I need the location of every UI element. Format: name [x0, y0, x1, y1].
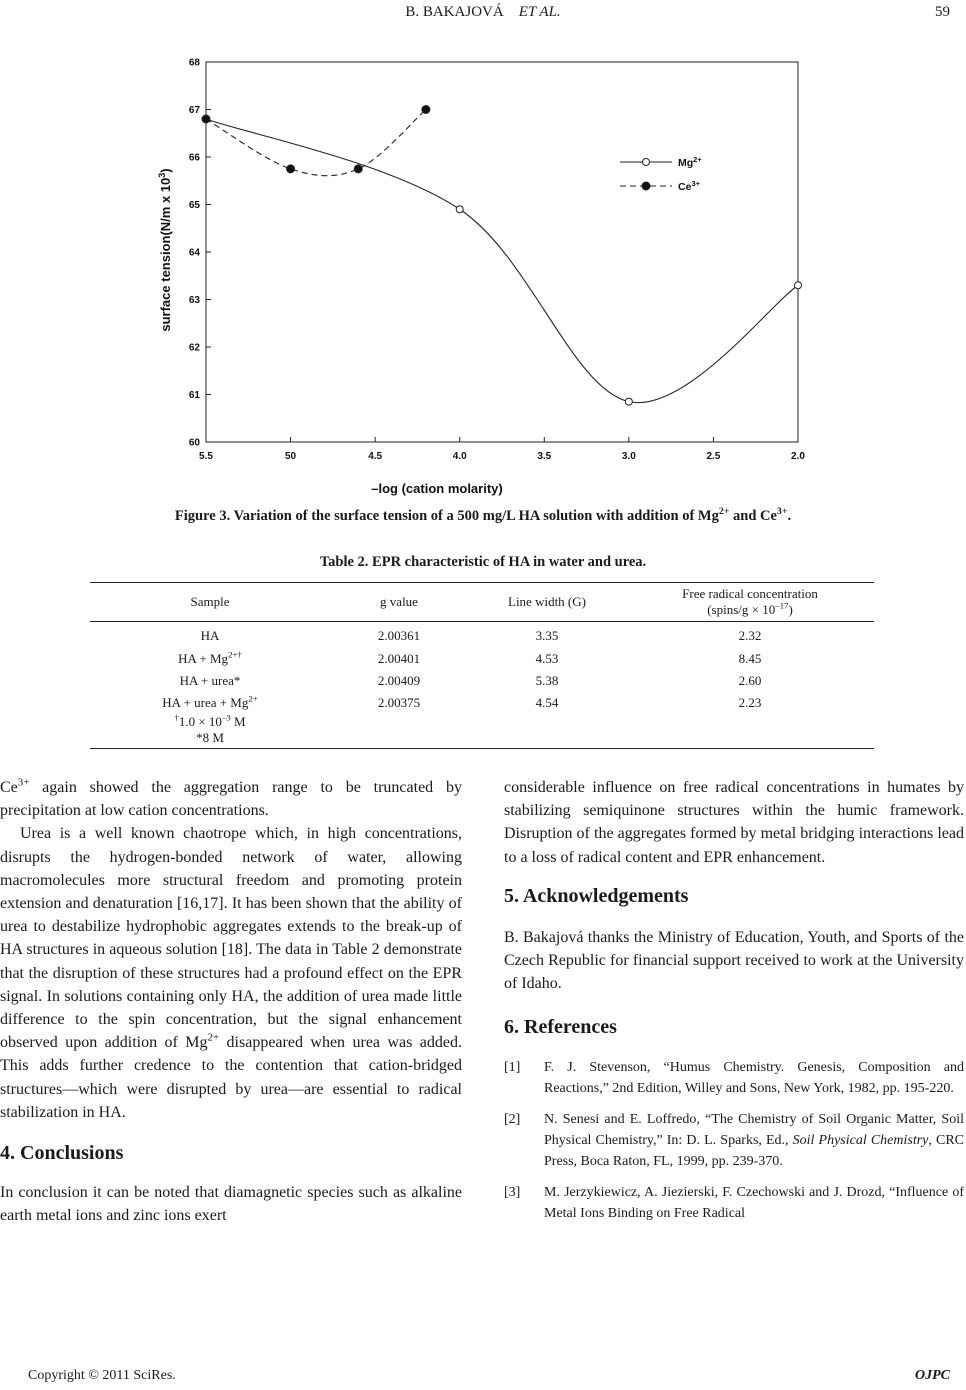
data-point [795, 282, 802, 289]
table-row [90, 670, 874, 692]
x-tick-label: 2.0 [791, 451, 805, 462]
cell-g: 2.00409 [377, 672, 421, 688]
chart-axes [189, 58, 806, 463]
header-g-value: g value [330, 583, 468, 622]
paragraph: B. Bakajová thanks the Ministry of Education, Youth, and Sports of the Czech Republic for financial support received to work at the University of Idaho. [504, 929, 964, 993]
header-line-width: Line width (G) [468, 583, 626, 622]
y-tick-label: 66 [188, 152, 200, 164]
series-line-ce [206, 110, 426, 176]
cell-lw: 5.38 [535, 672, 559, 688]
section-heading-references: 6. References [504, 1015, 617, 1038]
header-et-al: ET AL. [518, 4, 561, 20]
data-point [422, 106, 430, 114]
right-column [504, 776, 964, 1234]
reference-item: [2] N. Senesi and E. Loffredo, “The Chemistry of Soil Organic Matter, Soil Physical Chemistry,” In: D. L. Sparks, Ed., Soil Physical Chemistry, CRC Press, Boca Raton, FL, 1999, pp. 239-370. [504, 1111, 965, 1169]
paragraph: $Ce^{3+}$ again showed the aggregation range to be truncated by precipitation at low cation concentrations. [0, 776, 462, 820]
paragraph: Urea is a well known chaotrope which, in high concentrations, disrupts the hydrogen-bonded network of water, allowing macromolecules more structural freedom and promoting protein extension and denaturation [16,17]. It has been shown that the ability of urea to destabilize hydrophobic aggregates extends to the break-up of HA structures in aqueous solution [18]. The data in Table 2 demonstrate that the disruption of these structures had a profound effect on the EPR signal. In solutions containing only HA, the addition of urea made little difference to the spin concentration, but the signal enhancement observed upon addition of $Mg^{2+}$ disappeared when urea was added. This adds further credence to the contention that cation-bridged structures―which were disrupted by urea―are essential to radical stabilization in HA. [0, 825, 463, 1121]
cell-lw: 3.35 [535, 628, 559, 644]
reference-item: [1] F. J. Stevenson, “Humus Chemistry. Genesis, Composition and Reactions,” 2nd Edition, Willey and Sons, New York, 1982, pp. 195-220. [504, 1059, 964, 1096]
table-note-row [90, 730, 874, 749]
x-tick-label: 50 [285, 451, 297, 462]
left-column [0, 776, 462, 1228]
cell-sample: HA + $Mg^{2+\dagger}$ [178, 649, 242, 666]
footer-journal: OJPC [915, 1368, 950, 1383]
data-point [287, 165, 295, 173]
x-tick-label: 4.0 [452, 451, 467, 462]
x-tick-label: 3.0 [621, 451, 636, 462]
y-tick-label: 60 [188, 437, 200, 449]
surface-tension-chart [150, 50, 840, 510]
data-point [202, 115, 210, 123]
data-point [625, 398, 632, 405]
running-header [0, 4, 966, 21]
page-number: 59 [935, 4, 950, 20]
cell-lw: 4.53 [535, 650, 559, 666]
epr-table [90, 582, 874, 749]
legend-label: $Ce^{3+}$ [678, 179, 700, 193]
paragraph: In conclusion it can be noted that diamagnetic species such as alkaline earth metal ions and zinc ions exert [0, 1184, 462, 1225]
figure-caption: Figure 3. Variation of the surface tension of a 500 mg/L HA solution with addition of $Mg^{2+}$ and $Ce^{3+}$. [174, 506, 792, 524]
header-authors: B. BAKAJOVÁ [405, 4, 504, 20]
table-row [90, 622, 874, 648]
header-free-radical: Free radical concentration (spins/g × $10^{-17}$) [626, 583, 874, 622]
y-tick-label: 67 [188, 105, 200, 116]
y-axis-label: surface tension(N/m x $10^3$) [157, 168, 173, 332]
data-point [354, 165, 362, 173]
y-tick-label: 63 [188, 295, 200, 306]
y-tick-label: 61 [188, 390, 200, 401]
header-sample: Sample [90, 583, 330, 622]
cell-frc: 2.23 [738, 694, 762, 710]
cell-frc: 8.45 [738, 650, 762, 666]
legend-label: $Mg^{2+}$ [678, 155, 702, 169]
y-axis-label-sup: 3 [157, 172, 167, 178]
y-tick-label: 62 [188, 342, 200, 354]
x-tick-label: 3.5 [537, 451, 552, 462]
legend-marker [642, 182, 650, 190]
table-caption: Table 2. EPR characteristic of HA in water and urea. [319, 554, 647, 570]
y-tick-label: 64 [188, 247, 200, 259]
reference-list [504, 1057, 964, 1224]
cell-lw: 4.54 [535, 694, 559, 710]
table-note-row [90, 714, 874, 730]
x-tick-label: 4.5 [368, 451, 383, 462]
cell-frc: 2.60 [738, 672, 762, 688]
cell-g: 2.00375 [377, 694, 421, 710]
paragraph: considerable influence on free radical concentrations in humates by stabilizing semiquinone structures within the humic framework. Disruption of the aggregates formed by metal bridging interactions lead to a loss of radical content and EPR enhancement. [504, 779, 964, 866]
cell-frc: 2.32 [738, 628, 762, 644]
table-row [90, 648, 874, 670]
footer-copyright: Copyright © 2011 SciRes. [28, 1368, 176, 1383]
table-header-row [90, 583, 874, 622]
legend-marker [643, 159, 650, 166]
reference-item: [3] M. Jerzykiewicz, A. Jiezierski, F. Czechowski and J. Drozd, “Influence of Metal Ions Binding on Free Radical [504, 1184, 964, 1221]
chart-series [202, 106, 802, 406]
section-heading-conclusions: 4. Conclusions [0, 1142, 124, 1165]
x-tick-label: 2.5 [706, 451, 721, 462]
cell-g: 2.00361 [377, 628, 421, 644]
series-line-mg [206, 119, 798, 403]
table-note-2: *8 M [90, 730, 330, 749]
x-tick-label: 5.5 [199, 451, 213, 462]
cell-g: 2.00401 [377, 650, 421, 666]
section-heading-acknowledgements: 5. Acknowledgements [504, 884, 689, 907]
plot-frame [206, 62, 798, 442]
data-point [456, 206, 463, 213]
y-tick-label: 68 [188, 57, 200, 69]
cell-sample: HA + urea + $Mg^{2+}$ [162, 693, 258, 710]
y-tick-label: 65 [188, 200, 200, 211]
table-note-1: $^\dagger 1.0 \times 10^{-3}$ M [174, 712, 246, 729]
table-row [90, 692, 874, 714]
chart-legend [620, 155, 702, 193]
x-axis-label: –log (cation molarity) [371, 481, 503, 496]
cell-sample: HA + urea* [179, 672, 241, 688]
cell-sample: HA [200, 628, 220, 644]
